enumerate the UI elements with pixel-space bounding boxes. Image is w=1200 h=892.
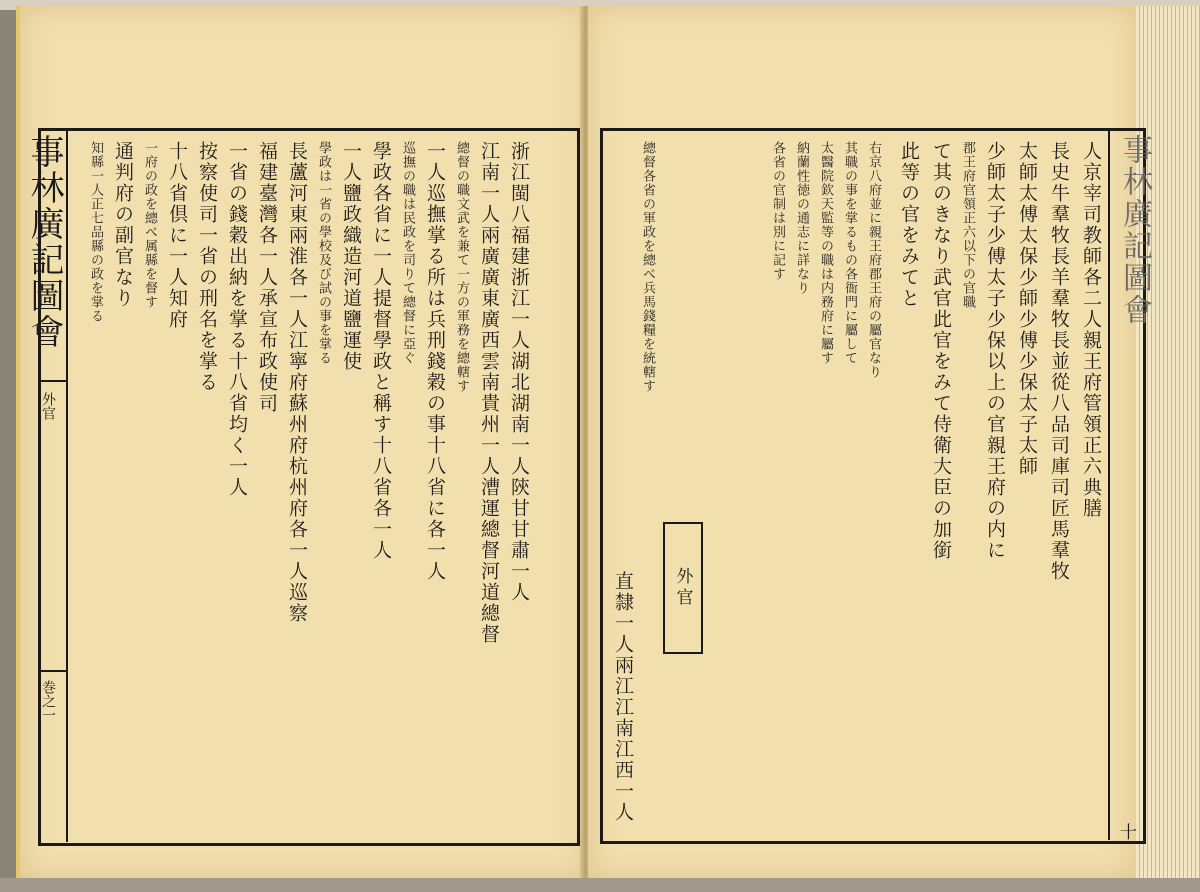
left-section-label: 外官 [40, 392, 56, 420]
left-col-13: 十八省倶に一人知府 [166, 141, 188, 330]
right-text-frame [600, 128, 1146, 844]
page-number: 十 [1120, 823, 1137, 843]
left-col-3: 總督の職文武を兼て一方の軍務を總轄す [454, 141, 469, 393]
right-col-14: 直隸一人兩江江南江西一人 [612, 571, 634, 823]
bottom-shadow [0, 878, 1200, 892]
right-margin-rule [1108, 128, 1110, 840]
left-margin-title: 事林廣記圖會 [24, 134, 64, 350]
right-col-10: 太醫院欽天監等の職は内務府に屬す [818, 141, 833, 365]
left-col-10: 福建臺灣各一人承宣布政使司 [256, 141, 278, 414]
section-heading-label: 外官 [672, 567, 693, 609]
right-margin-title: 事林廣記圖會 [1117, 134, 1152, 326]
left-col-7: 一人鹽政織造河道鹽運使 [340, 141, 362, 372]
left-col-4: 一人巡撫掌る所は兵刑錢穀の事十八省に各一人 [424, 141, 446, 582]
right-col-5: 郡王府官領正六以下の官職 [960, 141, 975, 309]
left-col-6: 學政各省に一人提督學政と稱す十八省各一人 [370, 141, 392, 561]
left-col-8: 學政は一省の學校及び試の事を掌る [316, 141, 331, 365]
right-col-9: 其職の事を掌るもの各衙門に屬して [842, 141, 857, 365]
section-heading-box [663, 522, 703, 654]
right-col-11: 納蘭性徳の通志に詳なり [794, 141, 809, 295]
right-col-6: て其のきなり武官此官をみて侍衛大臣の加銜 [930, 141, 952, 561]
right-col-12: 各省の官制は別に記す [770, 141, 785, 281]
left-col-1: 浙江閩八福建浙江一人湖北湖南一人陝甘甘肅一人 [508, 141, 530, 603]
left-col-9: 長蘆河東兩淮各一人江寧府蘇州府杭州府各一人巡察 [286, 141, 308, 624]
left-col-15: 通判府の副官なり [112, 141, 134, 309]
right-col-3: 太師太傅太保少師少傅少保太子太師 [1016, 141, 1038, 477]
right-col-2: 長史牛羣牧長羊羣牧長並從八品司庫司匠馬羣牧 [1048, 141, 1070, 582]
left-col-5: 巡撫の職は民政を司りて總督に亞ぐ [400, 141, 415, 365]
left-volume-label: 巻之一 [40, 680, 56, 722]
left-col-14: 一府の政を總べ属縣を督す [142, 141, 157, 309]
right-col-7: 此等の官をみてと [898, 141, 920, 309]
left-col-11: 一省の錢穀出納を掌る十八省均く一人 [226, 141, 248, 498]
right-col-13: 總督各省の軍政を總べ兵馬錢糧を統轄す [640, 141, 655, 393]
right-col-1: 人京宰司教師各二人親王府管領正六典膳 [1080, 141, 1102, 519]
left-text-frame [38, 128, 580, 846]
right-col-4: 少師太子少傅太子少保以上の官親王府の内に [984, 141, 1006, 561]
left-col-16: 知縣一人正七品縣の政を掌る [88, 141, 103, 323]
left-col-12: 按察使司一省の刑名を掌る [196, 141, 218, 393]
right-col-8: 右京八府並に親王府郡王府の屬官なり [866, 141, 881, 379]
left-col-2: 江南一人兩廣廣東廣西雲南貴州一人漕運總督河道總督 [478, 141, 500, 645]
